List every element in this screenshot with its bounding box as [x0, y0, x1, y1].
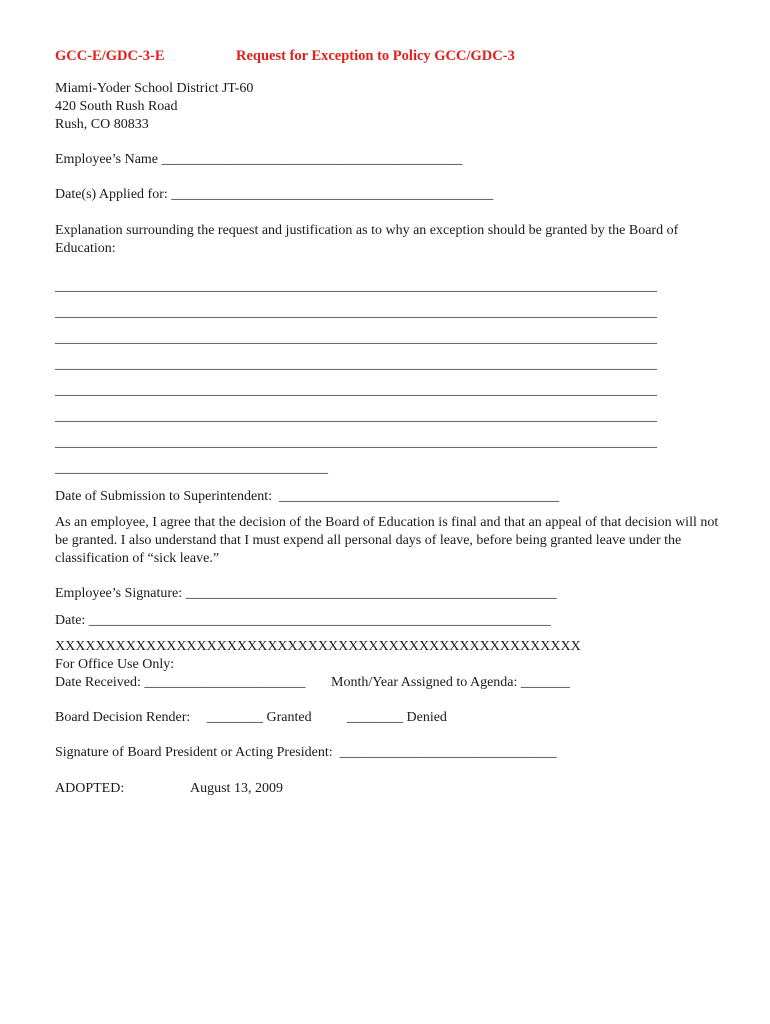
- dates-applied-field[interactable]: Date(s) Applied for: ______________________________________________: [55, 187, 494, 202]
- signature-date-field[interactable]: Date: __________________________________________________________________: [55, 613, 551, 628]
- employee-name-field[interactable]: Employee’s Name ___________________________________________: [55, 152, 463, 167]
- district-street: 420 South Rush Road: [55, 99, 178, 114]
- employee-signature-field[interactable]: Employee’s Signature: _____________________________________________________: [55, 586, 557, 601]
- granted-field[interactable]: ________ Granted: [207, 710, 312, 725]
- explanation-line-short[interactable]: _______________________________________: [55, 461, 328, 476]
- agenda-month-year-field[interactable]: Month/Year Assigned to Agenda: _______: [331, 675, 570, 690]
- submission-date-field[interactable]: Date of Submission to Superintendent: ________________________________________: [55, 489, 559, 504]
- president-signature-field[interactable]: Signature of Board President or Acting President: _______________________________: [55, 745, 557, 760]
- office-separator: XXXXXXXXXXXXXXXXXXXXXXXXXXXXXXXXXXXXXXXXXXXXXXXXXXXX: [55, 639, 581, 654]
- date-received-field[interactable]: Date Received: _______________________: [55, 675, 306, 690]
- explanation-line-7[interactable]: ______________________________________________________________________________________: [55, 435, 657, 450]
- explanation-line-3[interactable]: ______________________________________________________________________________________: [55, 331, 657, 346]
- explanation-line-2[interactable]: ______________________________________________________________________________________: [55, 305, 657, 320]
- explanation-prompt: Explanation surrounding the request and justification as to why an exception should be granted by the Board of Education:: [55, 223, 679, 256]
- agreement-text: As an employee, I agree that the decision of the Board of Education is final and that an appeal of that decision will not be granted. I also understand that I must expend all personal days of leave, before being granted leave under the classification of “sick leave.”: [55, 515, 719, 566]
- form-title: Request for Exception to Policy GCC/GDC-3: [236, 48, 515, 64]
- district-name: Miami-Yoder School District JT-60: [55, 81, 254, 96]
- form-code: GCC-E/GDC-3-E: [55, 48, 165, 64]
- explanation-line-1[interactable]: ______________________________________________________________________________________: [55, 279, 657, 294]
- explanation-line-6[interactable]: ______________________________________________________________________________________: [55, 409, 657, 424]
- office-use-label: For Office Use Only:: [55, 657, 175, 672]
- board-decision-label: Board Decision Render:: [55, 710, 191, 725]
- explanation-line-5[interactable]: ______________________________________________________________________________________: [55, 383, 657, 398]
- adopted-date: August 13, 2009: [190, 781, 283, 796]
- district-city: Rush, CO 80833: [55, 117, 149, 132]
- explanation-line-4[interactable]: ______________________________________________________________________________________: [55, 357, 657, 372]
- denied-field[interactable]: ________ Denied: [347, 710, 447, 725]
- adopted-label: ADOPTED:: [55, 781, 125, 796]
